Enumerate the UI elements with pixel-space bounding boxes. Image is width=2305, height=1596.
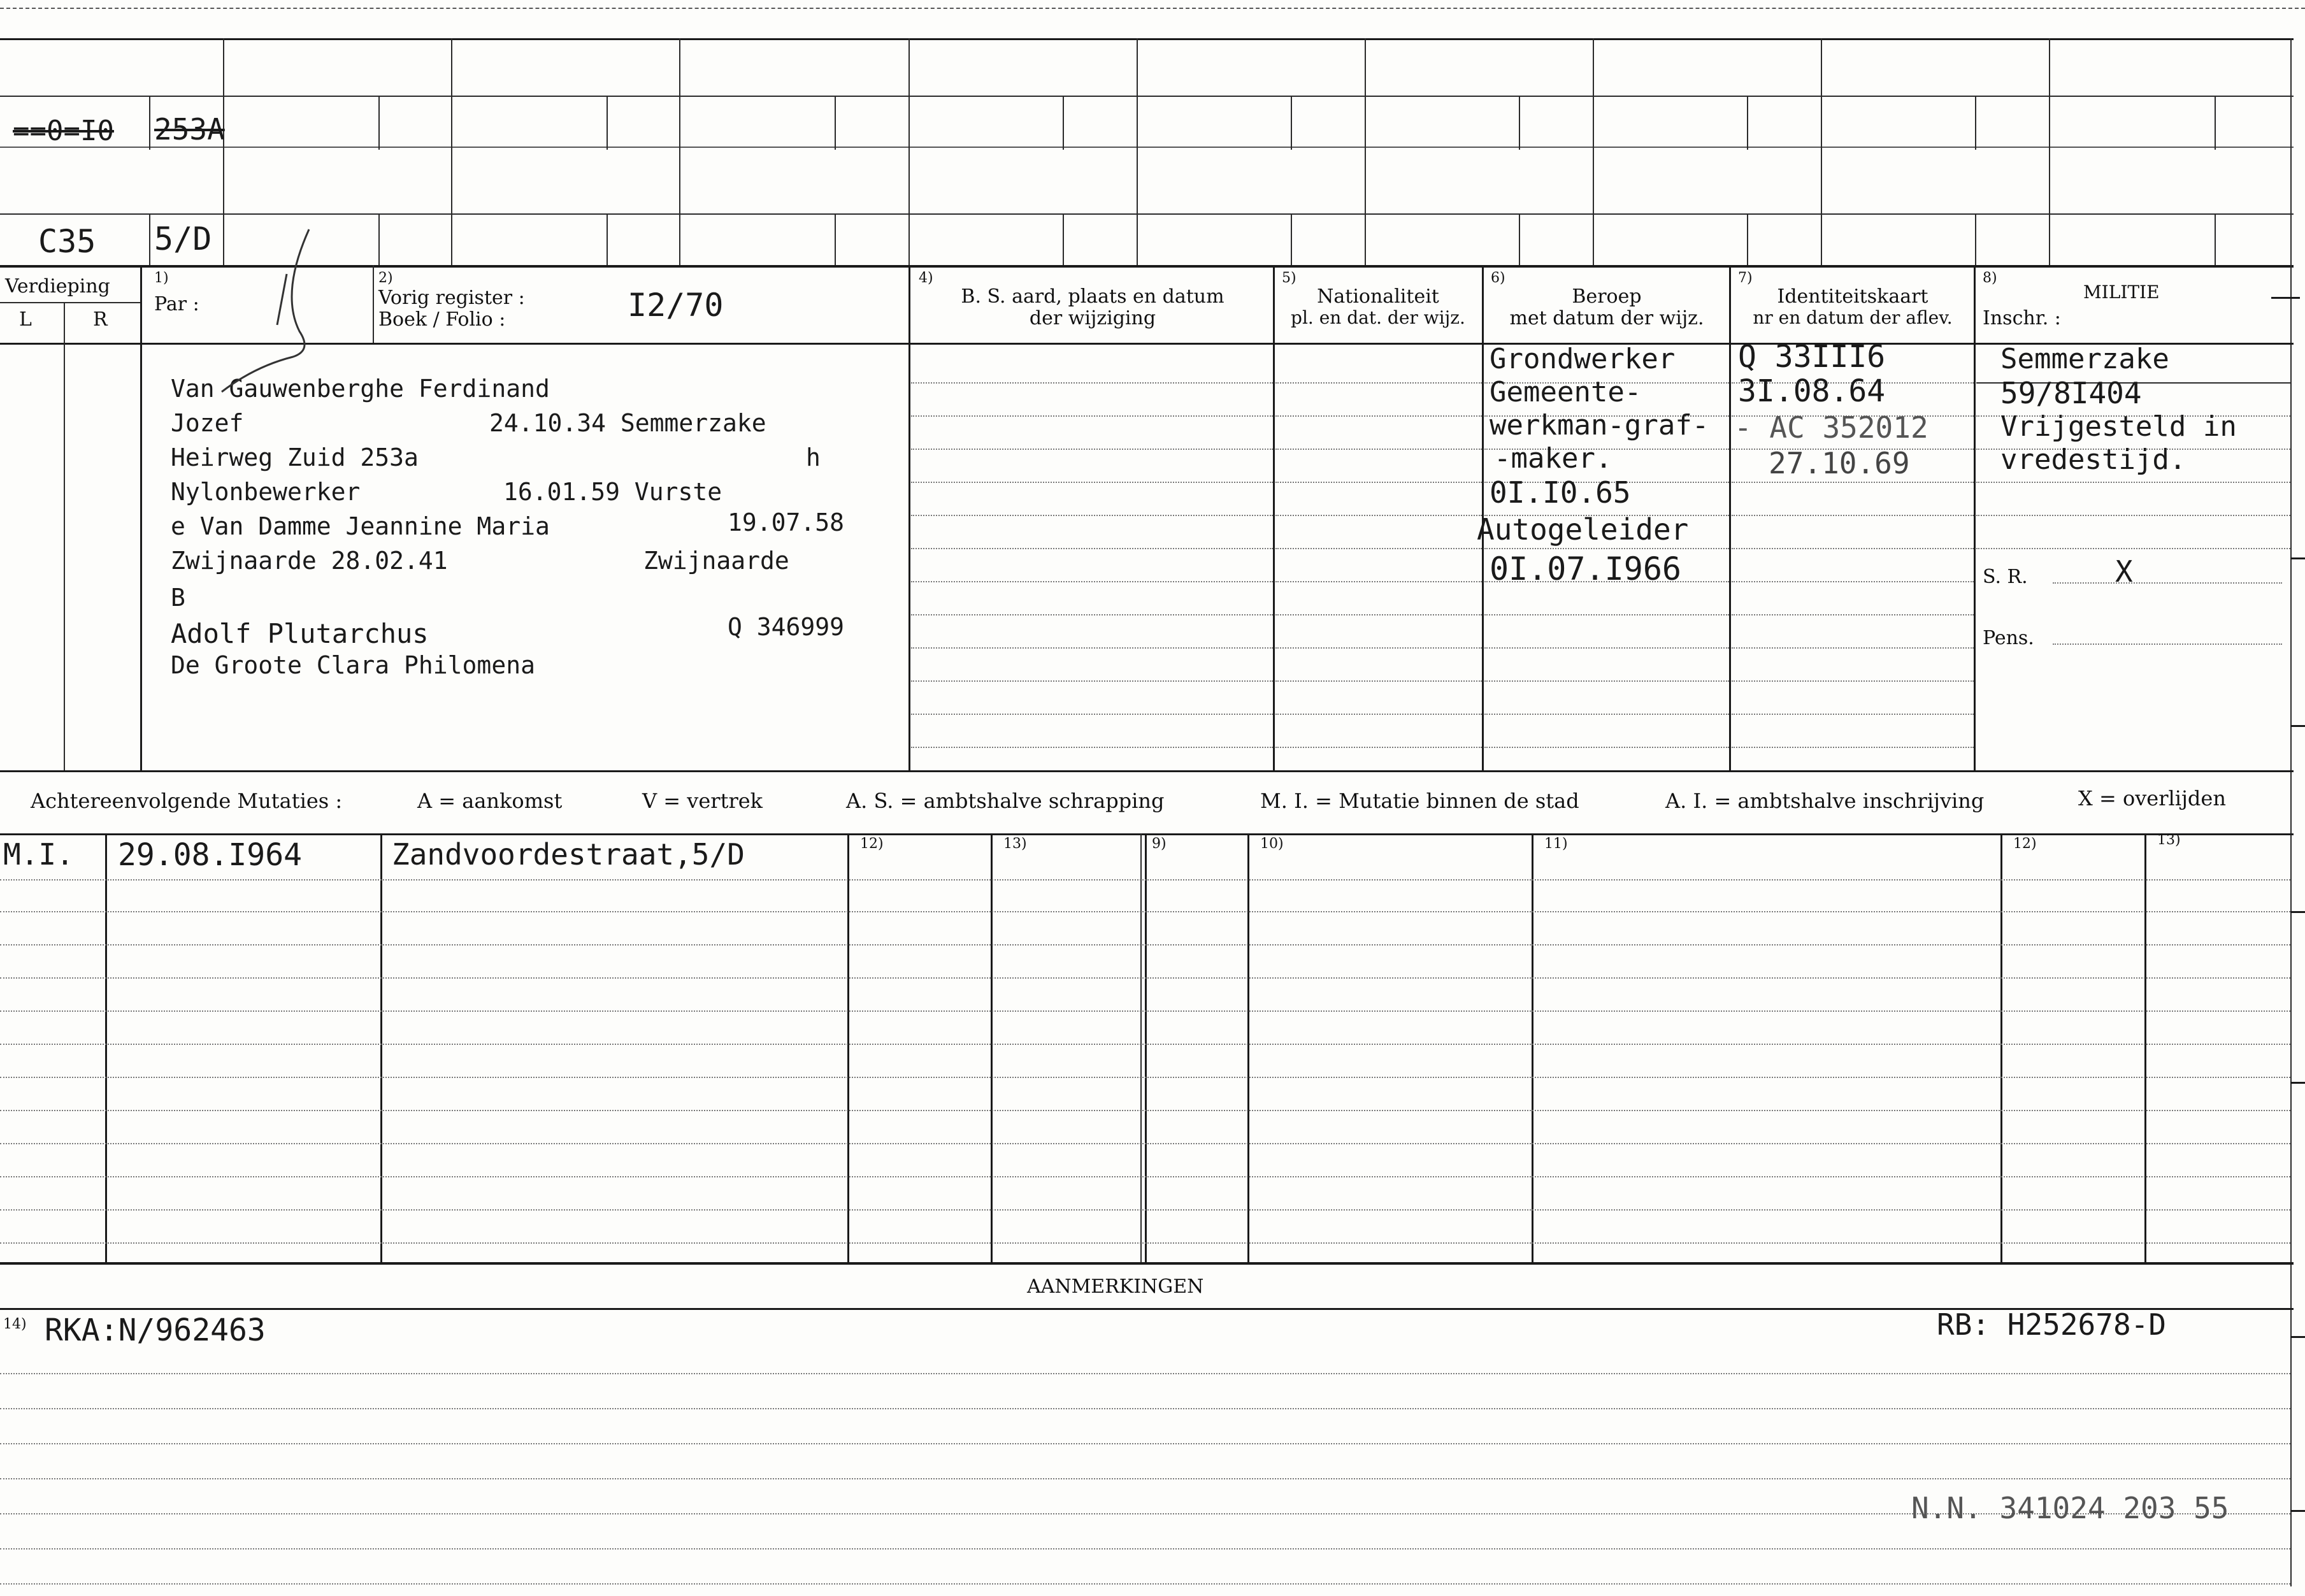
- vorig-register-label: Vorig register :: [378, 287, 525, 309]
- mut-col12a-number: 12): [860, 836, 884, 852]
- beroep-line-1: Grondwerker: [1490, 343, 1676, 375]
- militie-status-2: vredestijd.: [2000, 443, 2187, 476]
- top-grid-r2c1: ==0=I0: [13, 115, 114, 147]
- legend-vertrek: V = vertrek: [642, 789, 763, 813]
- beroep-line-6: Autogeleider: [1477, 512, 1689, 547]
- legend-schrapping: A. S. = ambtshalve schrapping: [846, 789, 1165, 813]
- legend-aankomst: A = aankomst: [417, 789, 563, 813]
- id-card-number-2: - AC 352012: [1734, 410, 1928, 445]
- col6-number: 6): [1491, 270, 1505, 286]
- person-birth: 24.10.34 Semmerzake: [489, 409, 766, 437]
- mutation-date: 29.08.I964: [118, 837, 302, 873]
- mut-col12b-number: 12): [2013, 836, 2037, 852]
- top-grid-r4c1: C35: [38, 223, 96, 260]
- boek-folio-label: Boek / Folio :: [378, 308, 506, 331]
- bs-heading-line2: der wijziging: [1029, 307, 1156, 329]
- sr-label: S. R.: [1983, 566, 2028, 588]
- col14-number: 14): [3, 1316, 27, 1332]
- nn-number: N.N. 341024 203 55: [1911, 1491, 2229, 1525]
- top-grid-r4c2: 5/D: [154, 220, 212, 257]
- militie-heading: MILITIE: [2083, 282, 2160, 303]
- person-marriage: 16.01.59 Vurste: [503, 478, 722, 506]
- legend-inschrijving: A. I. = ambtshalve inschrijving: [1665, 789, 1985, 813]
- mut-col13a-number: 13): [1003, 836, 1027, 852]
- mut-col9-number: 9): [1152, 836, 1167, 852]
- nationaliteit-subheading: pl. en dat. der wijz.: [1291, 307, 1465, 328]
- par-label: Par :: [154, 293, 199, 315]
- person-first-name: Jozef: [171, 409, 244, 437]
- militie-status-1: Vrijgesteld in: [2000, 410, 2237, 443]
- top-grid-r2c2: 253A: [154, 112, 225, 147]
- beroep-line-7: 0I.07.I966: [1490, 550, 1682, 587]
- spouse-name: e Van Damme Jeannine Maria: [171, 512, 550, 540]
- bs-heading-line1: B. S. aard, plaats en datum: [961, 285, 1224, 308]
- inschr-label: Inschr. :: [1983, 307, 2061, 329]
- spouse-birth: Zwijnaarde 28.02.41: [171, 547, 448, 575]
- mutation-address: Zandvoordestraat,5/D: [392, 837, 745, 872]
- rb-number: RB: H252678-D: [1937, 1307, 2167, 1342]
- person-occupation: Nylonbewerker: [171, 478, 361, 506]
- identiteit-heading: Identiteitskaart: [1777, 285, 1928, 308]
- id-card-date-2: 27.10.69: [1769, 446, 1910, 480]
- beroep-line-5: 0I.I0.65: [1490, 475, 1631, 510]
- mut-col13b-number: 13): [2157, 832, 2181, 848]
- pens-label: Pens.: [1983, 627, 2034, 649]
- col1-number: 1): [154, 270, 169, 286]
- militie-number: 59/8I404: [2000, 376, 2142, 410]
- mutation-type: M.I.: [3, 837, 74, 872]
- rka-number: RKA:N/962463: [45, 1312, 266, 1348]
- father-id: Q 346999: [728, 613, 845, 641]
- mutaties-title: Achtereenvolgende Mutaties :: [31, 789, 343, 813]
- id-card-date: 3I.08.64: [1738, 373, 1886, 409]
- col8-number: 8): [1983, 270, 1997, 286]
- col7-number: 7): [1738, 270, 1753, 286]
- pencil-mark-icon: [204, 223, 319, 395]
- col5-number: 5): [1282, 270, 1296, 286]
- person-name: Van Gauwenberghe Ferdinand: [171, 375, 550, 403]
- beroep-line-3: werkman-graf-: [1490, 409, 1709, 442]
- aanmerkingen-title: AANMERKINGEN: [1027, 1276, 1204, 1298]
- verdieping-label: Verdieping: [5, 275, 110, 298]
- sr-value: X: [2115, 554, 2133, 589]
- spouse-date: 19.07.58: [728, 508, 845, 536]
- mut-col11-number: 11): [1544, 836, 1568, 852]
- legend-overlijden: X = overlijden: [2078, 786, 2226, 810]
- mut-col10-number: 10): [1260, 836, 1284, 852]
- father-name: Adolf Plutarchus: [171, 618, 429, 649]
- person-address: Heirweg Zuid 253a: [171, 443, 419, 471]
- verdieping-r-label: R: [93, 308, 108, 331]
- register-value: I2/70: [628, 287, 724, 324]
- legend-mutatie-stad: M. I. = Mutatie binnen de stad: [1260, 789, 1579, 813]
- beroep-line-4: -maker.: [1494, 442, 1612, 475]
- militie-place: Semmerzake: [2000, 343, 2169, 375]
- col2-number: 2): [378, 270, 393, 286]
- nationaliteit-heading: Nationaliteit: [1317, 285, 1439, 308]
- beroep-subheading: met datum der wijz.: [1509, 307, 1704, 329]
- mother-name: De Groote Clara Philomena: [171, 651, 535, 679]
- verdieping-l-label: L: [19, 308, 32, 331]
- beroep-heading: Beroep: [1572, 285, 1642, 308]
- beroep-line-2: Gemeente-: [1490, 376, 1642, 408]
- identiteit-subheading: nr en datum der aflev.: [1753, 307, 1953, 328]
- id-card-number: Q 33III6: [1738, 339, 1886, 375]
- person-b: B: [171, 584, 185, 612]
- col4-number: 4): [919, 270, 933, 286]
- spouse-place: Zwijnaarde: [643, 547, 789, 575]
- person-status: h: [806, 443, 821, 471]
